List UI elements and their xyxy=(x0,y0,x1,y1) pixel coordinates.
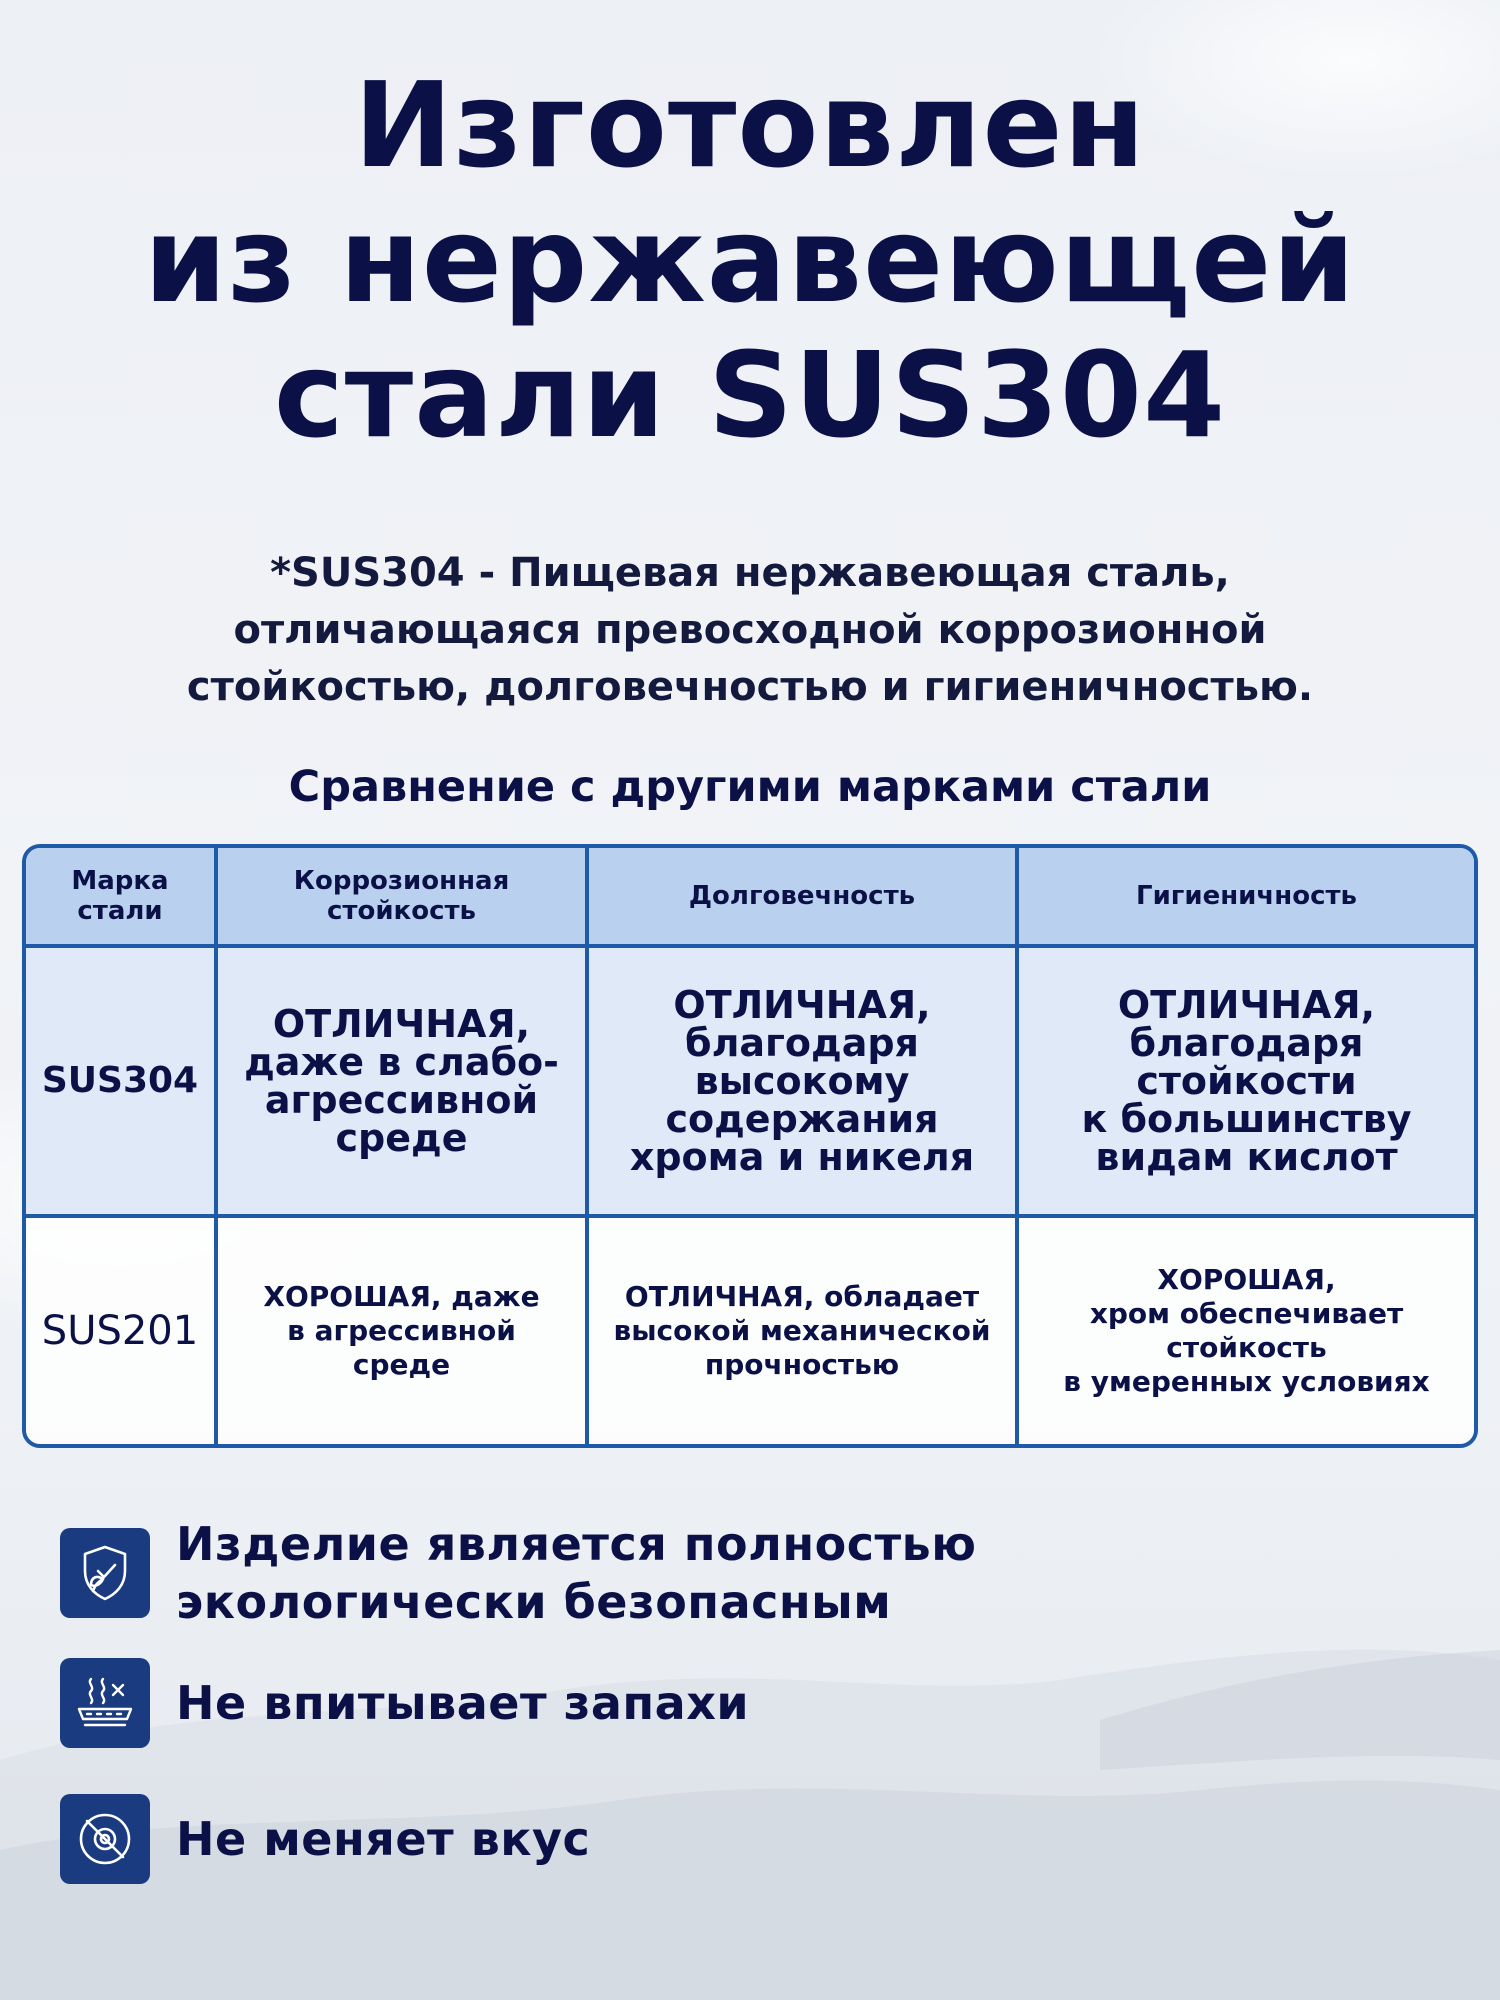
description-line-1 xyxy=(60,545,1440,602)
description-line-3: стойкостью, долговечностью и гигиеничностью. xyxy=(186,664,1314,710)
sus201-hygiene-line: хром обеспечивает xyxy=(1089,1297,1404,1330)
sus201-durability-line: прочностью xyxy=(704,1348,900,1381)
feature-no-taste xyxy=(60,1794,590,1884)
sus201-corrosion xyxy=(216,1216,587,1444)
sus304-corrosion-line: агрессивной xyxy=(264,1078,539,1122)
header-hygiene: Гигиеничность xyxy=(1017,848,1474,946)
sus304-durability-line: ОТЛИЧНАЯ, xyxy=(673,983,931,1027)
grade-sus304: SUS304 xyxy=(26,946,216,1216)
sus201-durability-line: высокой механической xyxy=(613,1314,991,1347)
page-title xyxy=(0,58,1500,463)
header-durability: Долговечность xyxy=(587,848,1017,946)
sus201-corrosion-line: в агрессивной xyxy=(287,1314,516,1347)
sus201-corrosion-line: ХОРОШАЯ, даже xyxy=(263,1280,540,1313)
table-row-sus201 xyxy=(26,1216,1474,1444)
sus304-durability-line: хрома и никеля xyxy=(629,1135,975,1179)
header-corrosion-line-2: стойкость xyxy=(327,896,476,926)
sus304-corrosion-line: среде xyxy=(335,1116,468,1160)
sus304-durability-line: содержания xyxy=(665,1097,939,1141)
sus201-hygiene xyxy=(1017,1216,1474,1444)
feature-eco-safe xyxy=(60,1515,976,1631)
sus304-hygiene xyxy=(1017,946,1474,1216)
feature-no-odor xyxy=(60,1658,749,1748)
sus304-hygiene-line: видам кислот xyxy=(1095,1135,1398,1179)
table-header-row xyxy=(26,848,1474,946)
grade-sus201: SUS201 xyxy=(26,1216,216,1444)
sus304-corrosion xyxy=(216,946,587,1216)
sus304-corrosion-line: ОТЛИЧНАЯ, xyxy=(272,1002,531,1046)
sus201-hygiene-line: стойкость xyxy=(1166,1331,1327,1364)
header-grade-line-1: Марка xyxy=(71,866,169,896)
feature-no-taste-text: Не меняет вкус xyxy=(176,1812,591,1866)
sus304-corrosion-line: даже в слабо- xyxy=(244,1040,559,1084)
sus304-hygiene-line: благодаря xyxy=(1129,1021,1364,1065)
sus304-description xyxy=(60,545,1440,716)
feature-eco-line-1: Изделие является полностью xyxy=(176,1517,977,1571)
sus304-durability-line: благодаря xyxy=(685,1021,919,1065)
feature-eco-text xyxy=(176,1515,976,1631)
feature-eco-line-2: экологически безопасным xyxy=(176,1575,892,1629)
sus201-corrosion-line: среде xyxy=(352,1348,451,1381)
sus201-hygiene-line: в умеренных условиях xyxy=(1063,1365,1430,1398)
title-line-2: из нержавеющей xyxy=(144,191,1356,329)
feature-no-odor-text: Не впитывает запахи xyxy=(176,1676,750,1730)
table-row-sus304 xyxy=(26,946,1474,1216)
sus201-durability-line: ОТЛИЧНАЯ, обладает xyxy=(624,1280,980,1313)
comparison-table xyxy=(22,844,1478,1448)
title-line-3: стали SUS304 xyxy=(273,326,1227,464)
header-grade xyxy=(26,848,216,946)
sus304-hygiene-line: ОТЛИЧНАЯ, xyxy=(1117,983,1376,1027)
description-line-2: отличающаяся превосходной коррозионной xyxy=(233,607,1267,653)
header-corrosion xyxy=(216,848,587,946)
description-line-1-rest: - Пищевая нержавеющая сталь, xyxy=(464,550,1230,596)
no-taste-icon xyxy=(60,1794,150,1884)
no-odor-icon xyxy=(60,1658,150,1748)
title-line-1: Изготовлен xyxy=(353,56,1147,194)
sus201-durability xyxy=(587,1216,1017,1444)
description-highlight: *SUS304 xyxy=(270,550,465,596)
sus201-hygiene-line: ХОРОШАЯ, xyxy=(1157,1263,1336,1296)
sus304-hygiene-line: к большинству xyxy=(1081,1097,1412,1141)
header-grade-line-2: стали xyxy=(77,896,163,926)
sus304-durability xyxy=(587,946,1017,1216)
comparison-title: Сравнение с другими марками стали xyxy=(288,762,1212,812)
sus304-durability-line: высокому xyxy=(694,1059,910,1103)
eco-shield-icon xyxy=(60,1528,150,1618)
header-corrosion-line-1: Коррозионная xyxy=(293,866,510,896)
sus304-hygiene-line: стойкости xyxy=(1136,1059,1357,1103)
